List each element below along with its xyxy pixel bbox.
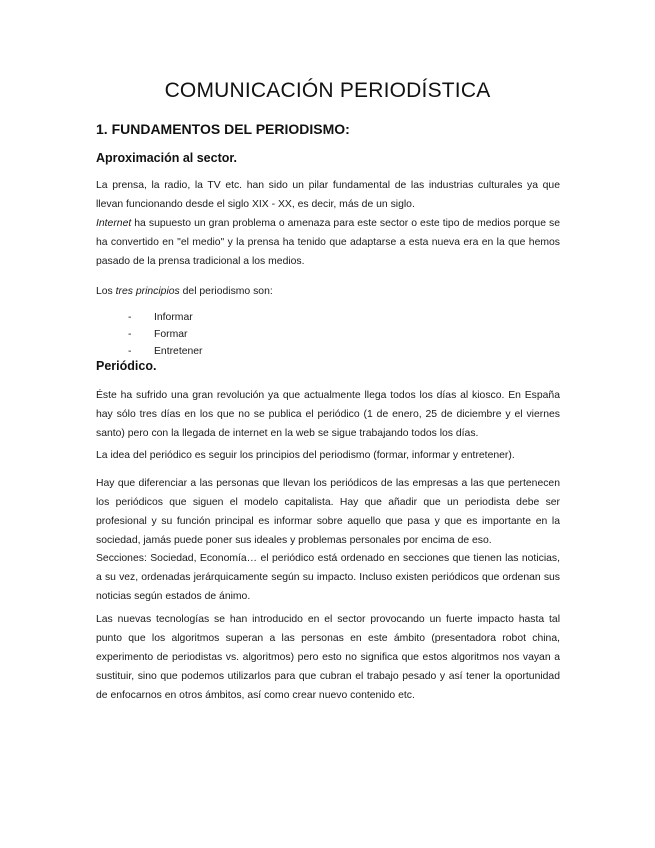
list-dash: - (128, 312, 132, 323)
section-heading: 1. FUNDAMENTOS DEL PERIODISMO: (96, 121, 350, 137)
list-item (128, 309, 203, 326)
list-item-label: Informar (154, 312, 193, 323)
paragraph-3 (96, 282, 560, 301)
list-item-label: Entretener (154, 346, 203, 357)
paragraph-8: Las nuevas tecnologías se han introducido en el sector provocando un fuerte impacto hasta tal punto que los algoritmos superan a las personas en este ámbito (presentadora robot china, experimento de periodistas vs. algoritmos) pero esto no significa que estos algoritmos nos vayan a sustituir, sino que podemos utilizarlos para que cubran el trabajo pesado y así tener la oportunidad de enfocarnos en otros ámbitos, así como crear nuevo contenido etc. (96, 614, 560, 701)
list-item (128, 326, 203, 343)
paragraph-6: Hay que diferenciar a las personas que llevan los periódicos de las empresas a las que pertenecen los periódicos que siguen el modelo capitalista. Hay que añadir que un periodista debe ser profesional y su función principal es informar sobre aquello que pasa y que es importante en la sociedad, jamás puede poner sus ideales y problemas personales por encima de eso. (96, 478, 560, 546)
paragraph-3-tail: del periodismo son: (179, 286, 273, 297)
principles-list (128, 309, 203, 360)
list-item (128, 343, 203, 360)
paragraph-4: Éste ha sufrido una gran revolución ya que actualmente llega todos los días al kiosco. En España hay sólo tres días en los que no se publica el periódico (1 de enero, 25 de diciembre y el viernes santo) pero con la llegada de internet en la web se sigue trabajando todos los días. (96, 390, 560, 439)
page-title: COMUNICACIÓN PERIODÍSTICA (164, 79, 491, 102)
list-dash: - (128, 329, 132, 340)
subheading-periodico: Periódico. (96, 359, 157, 373)
subheading-aproximacion: Aproximación al sector. (96, 151, 238, 165)
paragraph-2-text: ha supuesto un gran problema o amenaza para este sector o este tipo de medios porque se ha convertido en "el medio" y la prensa ha tenido que adaptarse a esta nueva era en la que hemos pasado de la prensa tradicional a los medios. (96, 218, 560, 267)
paragraph-2 (96, 214, 560, 271)
paragraph-7: Secciones: Sociedad, Economía… el periódico está ordenado en secciones que tienen las noticias, a su vez, ordenadas jerárquicamente según su impacto. Incluso existen periódicos que ordenan sus noticias según estados de ánimo. (96, 553, 560, 602)
list-dash: - (128, 346, 132, 357)
paragraph-5: La idea del periódico es seguir los principios del periodismo (formar, informar y entretener). (96, 450, 515, 461)
paragraph-1: La prensa, la radio, la TV etc. han sido un pilar fundamental de las industrias culturales ya que llevan funcionando desde el siglo XIX - XX, es decir, más de un siglo. (96, 180, 560, 210)
list-item-label: Formar (154, 329, 188, 340)
paragraph-2-italic: Internet (96, 218, 132, 229)
paragraph-3-lead: Los (96, 286, 116, 297)
paragraph-3-italic: tres principios (115, 286, 180, 297)
